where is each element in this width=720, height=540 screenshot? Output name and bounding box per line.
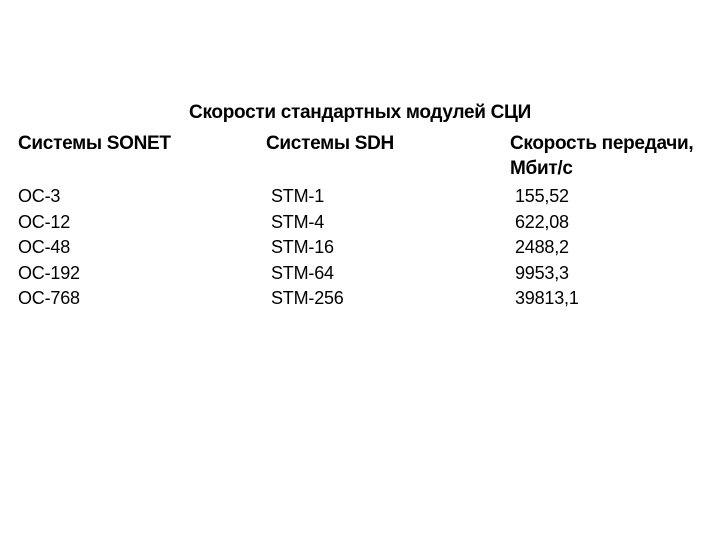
sonet-cell: OC-768 (18, 288, 80, 308)
sdh-cell: STM-1 (271, 186, 325, 206)
rate-cell: 2488,2 (515, 237, 569, 257)
sdh-cell: STM-4 (271, 211, 325, 232)
column-header-sonet: Системы SONET (18, 133, 171, 154)
sonet-cell: OC-12 (18, 211, 71, 232)
rate-cell: 155,52 (515, 186, 569, 206)
sdh-cell: STM-256 (271, 288, 344, 308)
column-header-rate: Скорость передачи, (510, 133, 694, 154)
sdh-cell: STM-16 (271, 237, 334, 257)
sonet-column (18, 184, 80, 312)
sonet-cell: OC-3 (18, 186, 61, 206)
rate-cell: 39813,1 (515, 288, 579, 308)
sdh-cell: STM-64 (271, 262, 334, 283)
column-header-sdh: Системы SDH (266, 133, 394, 154)
column-header-rate-unit: Мбит/с (510, 158, 573, 179)
sonet-cell: OC-48 (18, 237, 71, 257)
rate-cell: 622,08 (515, 211, 569, 232)
slide-title: Скорости стандартных модулей СЦИ (189, 102, 531, 123)
rate-cell: 9953,3 (515, 262, 569, 283)
sonet-cell: OC-192 (18, 262, 80, 283)
rate-column (515, 184, 579, 312)
sdh-column (271, 184, 344, 312)
